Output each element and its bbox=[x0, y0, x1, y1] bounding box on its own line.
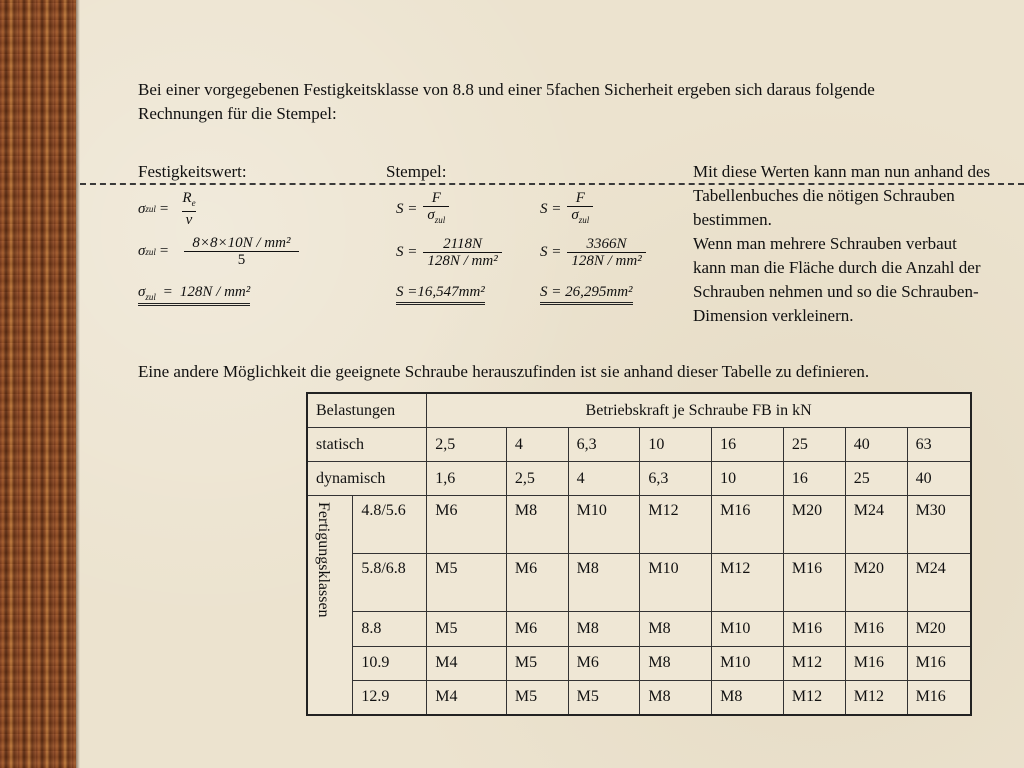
table-cell: 2,5 bbox=[506, 462, 568, 496]
class-label: 4.8/5.6 bbox=[353, 496, 427, 554]
intro-text: Bei einer vorgegebenen Festigkeitsklasse von 8.8 und einer 5fachen Sicherheit ergeben sich daraus folgende Rechnungen für die Stempel: bbox=[138, 80, 875, 123]
table-cell: M8 bbox=[640, 680, 712, 715]
table-cell: M12 bbox=[783, 680, 845, 715]
table-cell: M10 bbox=[712, 646, 784, 680]
vertical-label-cell bbox=[307, 496, 353, 715]
table-cell: 40 bbox=[907, 462, 971, 496]
fraction: $\frac{F}{\sigma_{zul}}$ bbox=[423, 190, 449, 228]
fraction: $\frac{\text{8×8×10N / mm²}}{5}$ bbox=[178, 235, 304, 268]
table-cell: M30 bbox=[907, 496, 971, 554]
formula-area-definition-2: S = $\frac{F}{\sigma_{zul}}$ bbox=[540, 190, 593, 228]
table-cell: 4 bbox=[506, 428, 568, 462]
side-note bbox=[693, 160, 993, 328]
bolt-selection-table bbox=[306, 392, 972, 716]
row-label: statisch bbox=[307, 428, 427, 462]
table-row-dynamisch bbox=[307, 462, 971, 496]
table-cell: M6 bbox=[506, 612, 568, 646]
table-cell: 16 bbox=[783, 462, 845, 496]
table-cell: 4 bbox=[568, 462, 640, 496]
label-festigkeitswert: Festigkeitswert: bbox=[138, 162, 247, 181]
table-cell: M6 bbox=[568, 646, 640, 680]
table-row-class bbox=[307, 612, 971, 646]
table-cell: 25 bbox=[845, 462, 907, 496]
formula-area-result-2: S = 26,295mm² bbox=[540, 284, 633, 305]
side-note-paragraph-2: Wenn man mehrere Schrauben verbaut kann man die Fläche durch die Anzahl der Schrauben nehmen und so die Schrauben-Dimension verkleinern. bbox=[693, 234, 981, 325]
formula-area-definition-1: S = $\frac{F}{\sigma_{zul}}$ bbox=[396, 190, 449, 228]
table-cell: M20 bbox=[907, 612, 971, 646]
side-note-paragraph-1: Mit diese Werten kann man nun anhand des Tabellenbuches die nötigen Schrauben bestimmen. bbox=[693, 162, 991, 229]
table-cell: 10 bbox=[640, 428, 712, 462]
table-cell: M16 bbox=[907, 680, 971, 715]
table-cell: M16 bbox=[783, 554, 845, 612]
table-cell: M12 bbox=[783, 646, 845, 680]
table-cell: 25 bbox=[783, 428, 845, 462]
table-cell: M24 bbox=[907, 554, 971, 612]
table-row-class bbox=[307, 554, 971, 612]
table-cell: M16 bbox=[712, 496, 784, 554]
table-cell: M5 bbox=[506, 646, 568, 680]
header-betriebskraft: Betriebskraft je Schraube FB in kN bbox=[427, 393, 971, 428]
table-cell: 16 bbox=[712, 428, 784, 462]
table-cell: M6 bbox=[506, 554, 568, 612]
class-label: 8.8 bbox=[353, 612, 427, 646]
table-cell: M5 bbox=[568, 680, 640, 715]
formula-sigma-result: $\sigma_{zul} = 128N / mm^2$ bbox=[138, 284, 250, 306]
table-header-row bbox=[307, 393, 971, 428]
table-intro-text: Eine andere Möglichkeit die geeignete Schraube herauszufinden ist sie anhand dieser Tabelle zu definieren. bbox=[138, 362, 870, 381]
table-row-class bbox=[307, 680, 971, 715]
table-cell: M16 bbox=[845, 646, 907, 680]
formula-sigma-calculation: σ zul = $\frac{\text{8×8×10N / mm²}}{5}$ bbox=[138, 235, 304, 268]
table-cell: M8 bbox=[568, 554, 640, 612]
fraction: $\frac{2118N}{\text{128N / mm²}}$ bbox=[423, 236, 501, 269]
table-cell: M12 bbox=[845, 680, 907, 715]
table-cell: M20 bbox=[783, 496, 845, 554]
formula-area-result-1: S =16,547mm² bbox=[396, 284, 485, 305]
table-cell: M20 bbox=[845, 554, 907, 612]
table-cell: 10 bbox=[712, 462, 784, 496]
label-stempel: Stempel: bbox=[386, 162, 447, 181]
table-cell: M8 bbox=[506, 496, 568, 554]
table-cell: M8 bbox=[568, 612, 640, 646]
table-row-class bbox=[307, 496, 971, 554]
fraction: $\frac{R_e}{v}$ bbox=[182, 190, 196, 228]
row-label: dynamisch bbox=[307, 462, 427, 496]
table-cell: M5 bbox=[427, 612, 507, 646]
table-cell: M10 bbox=[568, 496, 640, 554]
table-cell: 6,3 bbox=[568, 428, 640, 462]
border-shadow bbox=[76, 0, 80, 768]
table-cell: M4 bbox=[427, 680, 507, 715]
table-cell: M16 bbox=[907, 646, 971, 680]
vertical-label-fertigungsklassen: Fertigungsklassen bbox=[315, 502, 332, 619]
formula-sigma-definition: σ zul = $\frac{R_e}{v}$ bbox=[138, 190, 200, 228]
class-label: 5.8/6.8 bbox=[353, 554, 427, 612]
table-cell: M10 bbox=[712, 612, 784, 646]
table-cell: M12 bbox=[640, 496, 712, 554]
fraction: $\frac{F}{\sigma_{zul}}$ bbox=[567, 190, 593, 228]
table-cell: M4 bbox=[427, 646, 507, 680]
class-label: 12.9 bbox=[353, 680, 427, 715]
table-cell: M8 bbox=[712, 680, 784, 715]
table-cell: M24 bbox=[845, 496, 907, 554]
table-cell: M5 bbox=[506, 680, 568, 715]
table-cell: M6 bbox=[427, 496, 507, 554]
formula-area-calculation-1: S = $\frac{2118N}{\text{128N / mm²}}$ bbox=[396, 236, 502, 269]
decorative-wood-border bbox=[0, 0, 76, 768]
table-cell: M5 bbox=[427, 554, 507, 612]
table-cell: 2,5 bbox=[427, 428, 507, 462]
table-cell: M16 bbox=[845, 612, 907, 646]
table-cell: 63 bbox=[907, 428, 971, 462]
fraction: $\frac{3366N}{\text{128N / mm²}}$ bbox=[567, 236, 645, 269]
header-belastungen: Belastungen bbox=[307, 393, 427, 428]
table-cell: M8 bbox=[640, 646, 712, 680]
table-row-statisch bbox=[307, 428, 971, 462]
formula-area-calculation-2: S = $\frac{3366N}{\text{128N / mm²}}$ bbox=[540, 236, 646, 269]
table-cell: 6,3 bbox=[640, 462, 712, 496]
table-cell: M8 bbox=[640, 612, 712, 646]
table-cell: 40 bbox=[845, 428, 907, 462]
class-label: 10.9 bbox=[353, 646, 427, 680]
table-cell: M10 bbox=[640, 554, 712, 612]
table-cell: M12 bbox=[712, 554, 784, 612]
table-cell: M16 bbox=[783, 612, 845, 646]
table-cell: 1,6 bbox=[427, 462, 507, 496]
table-row-class bbox=[307, 646, 971, 680]
